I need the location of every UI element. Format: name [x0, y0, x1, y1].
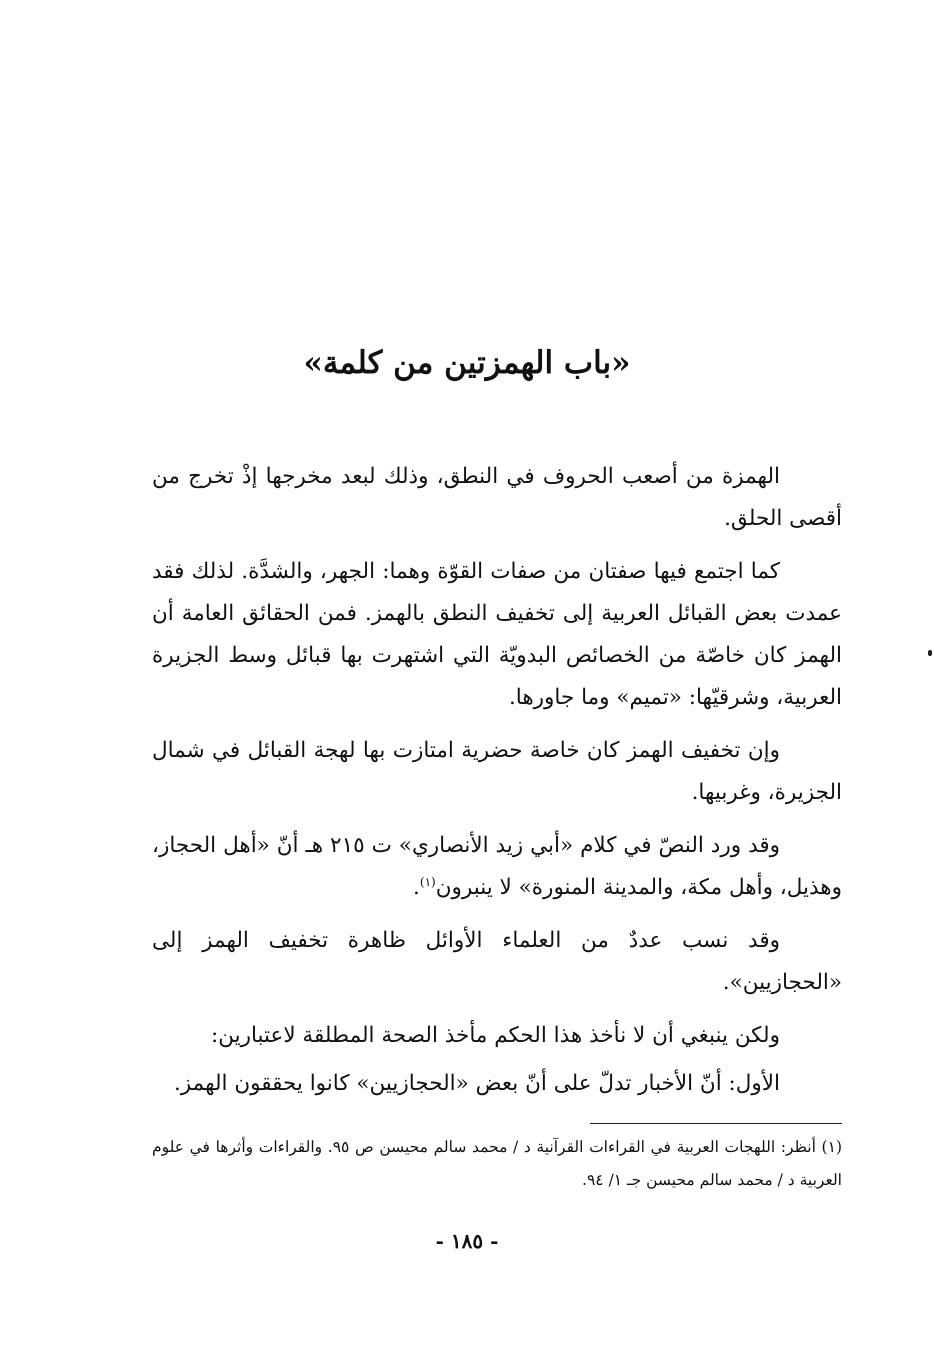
footnote-1: (١) أنظر: اللهجات العربية في القراءات القرآنية د / محمد سالم محيسن ص ٩٥. والقراءات وأثرها في علوم العربية د / محمد سالم محيسن جـ ١/ ٩٤.: [152, 1138, 842, 1189]
chapter-title: «باب الهمزتين من كلمة»: [303, 345, 631, 381]
body-text: [152, 456, 842, 1111]
paragraph-2: كما اجتمع فيها صفتان من صفات القوّة وهما: الجهر، والشدَّة. لذلك فقد عمدت بعض القبائل العربية إلى تخفيف النطق بالهمز. فمن الحقائق العامة أن الهمز كان خاصّة من الخصائص البدويّة التي اشتهرت بها قبائل وسط الجزيرة العربية، وشرقيّها: «تميم» وما جاورها.: [152, 559, 842, 710]
paragraph-3: وإن تخفيف الهمز كان خاصة حضرية امتازت بها لهجة القبائل في شمال الجزيرة، وغربيها.: [152, 738, 842, 805]
paragraph-5: وقد نسب عددٌ من العلماء الأوائل ظاهرة تخفيف الهمز إلى «الحجازيين».: [152, 928, 842, 995]
footnotes: [152, 1131, 842, 1197]
scan-speck: [928, 650, 932, 656]
paragraph-4-text: وقد ورد النصّ في كلام «أبي زيد الأنصاري» ت ٢١٥ هـ أنّ «أهل الحجاز، وهذيل، وأهل مكة، والمدينة المنورة» لا ينبرون: [152, 833, 842, 900]
paragraph-4: وقد ورد النصّ في كلام «أبي زيد الأنصاري» ت ٢١٥ هـ أنّ «أهل الحجاز، وهذيل، وأهل مكة، والمدينة المنورة» لا ينبرون$^{(١)}$.: [152, 833, 842, 900]
footnote-divider: [590, 1123, 842, 1124]
paragraph-6: ولكن ينبغي أن لا نأخذ هذا الحكم مأخذ الصحة المطلقة لاعتبارين:: [210, 1023, 780, 1048]
footnote-reference: (١): [419, 874, 436, 889]
page-number: - ١٨٥ -: [435, 1229, 499, 1253]
paragraph-1: الهمزة من أصعب الحروف في النطق، وذلك لبعد مخرجها إذْ تخرج من أقصى الحلق.: [152, 464, 842, 531]
paragraph-7: الأول: أنّ الأخبار تدلّ على أنّ بعض «الحجازيين» كانوا يحققون الهمز.: [173, 1071, 780, 1096]
